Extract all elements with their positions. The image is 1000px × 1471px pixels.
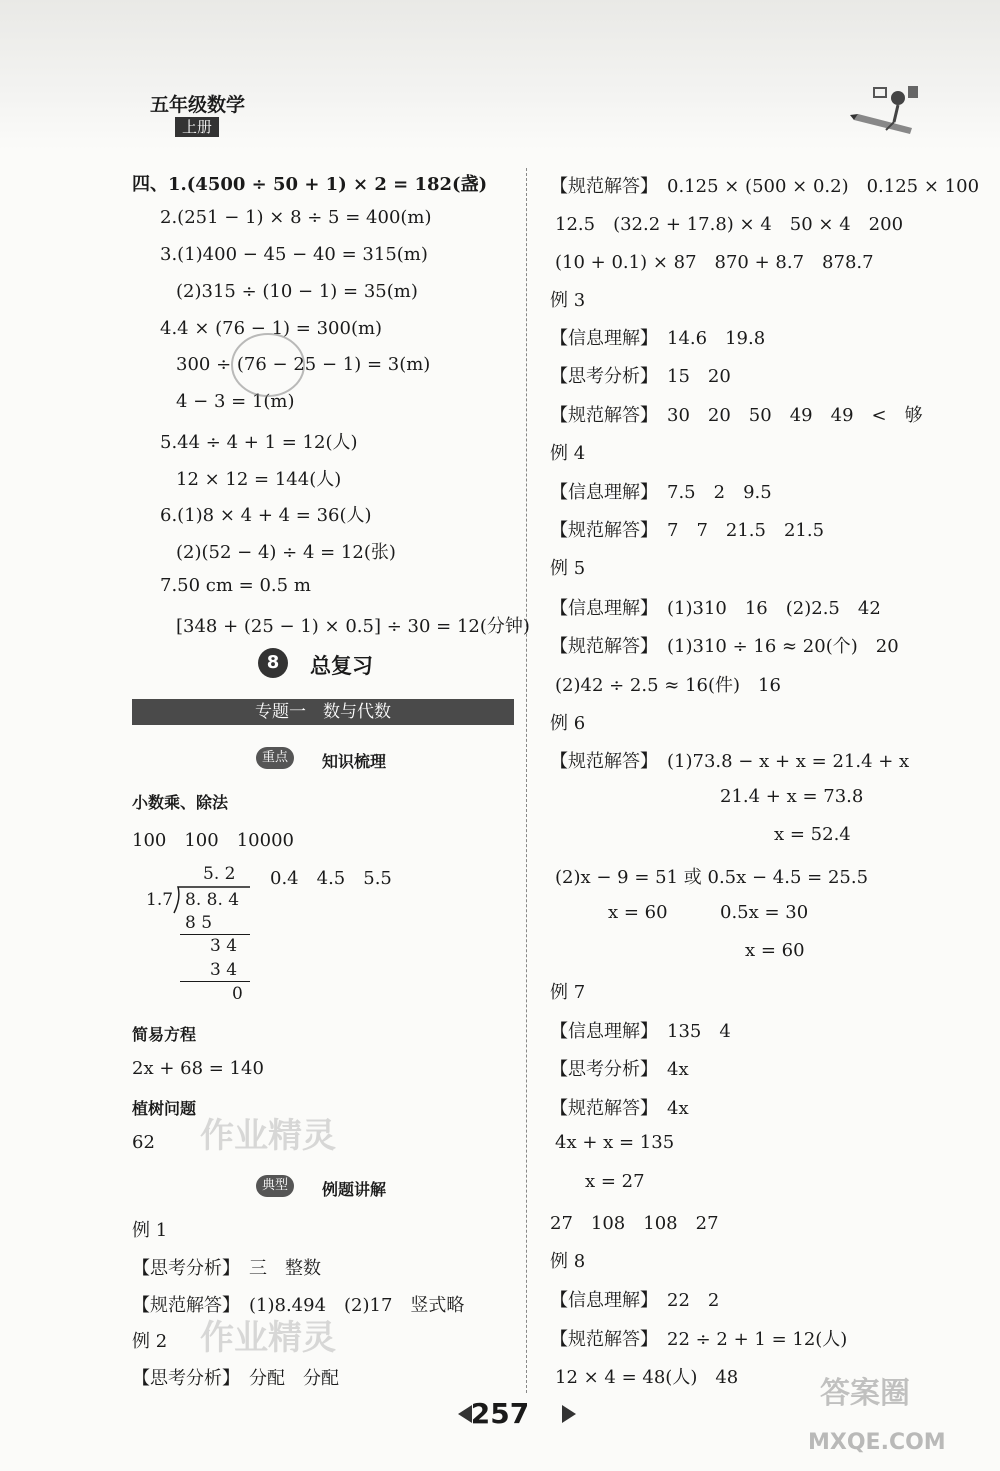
typical-badge: 典型 <box>256 1175 294 1197</box>
answer-line: 【信息理解】 14.6 19.8 <box>550 328 766 349</box>
answer-line: 【规范解答】 0.125 × (500 × 0.2) 0.125 × 100 <box>550 176 980 197</box>
answer-line: 12 × 12 = 144(人) <box>176 469 342 490</box>
answer-line: 【规范解答】 (1)73.8 − x + x = 21.4 + x <box>550 751 910 772</box>
example-label: 例 2 <box>132 1331 168 1352</box>
answer-line: 12 × 4 = 48(人) 48 <box>555 1367 739 1388</box>
answer-line: 4x + x = 135 <box>555 1132 675 1153</box>
answer-line: 【信息理解】 135 4 <box>550 1021 731 1042</box>
section-heading: 知识梳理 <box>322 752 387 771</box>
example-label: 例 6 <box>550 713 586 734</box>
section-heading: 例题讲解 <box>322 1180 387 1199</box>
column-divider <box>526 168 527 1393</box>
answer-line: 2.(251 − 1) × 8 ÷ 5 = 400(m) <box>160 207 432 228</box>
answer-line: 0.5x = 30 <box>720 902 809 923</box>
answer-line: 【规范解答】 (1)8.494 (2)17 竖式略 <box>132 1295 465 1316</box>
next-page-arrow-icon <box>562 1405 576 1423</box>
division-rule <box>180 934 250 935</box>
answer-line: 【思考分析】 分配 分配 <box>132 1368 339 1389</box>
topic-heading: 简易方程 <box>132 1025 197 1044</box>
division-step: 8 5 <box>185 913 213 933</box>
answer-line: 【规范解答】 4x <box>550 1098 689 1119</box>
answer-line: 【规范解答】 (1)310 ÷ 16 ≈ 20(个) 20 <box>550 636 899 657</box>
grade-title: 五年级数学 <box>150 94 246 116</box>
answer-line: 【信息理解】 22 2 <box>550 1290 720 1311</box>
answer-line: 【规范解答】 30 20 50 49 49 < 够 <box>550 405 923 426</box>
answer-line: 【信息理解】 (1)310 16 (2)2.5 42 <box>550 598 881 619</box>
example-label: 例 1 <box>132 1220 168 1241</box>
answer-line: 21.4 + x = 73.8 <box>720 786 864 807</box>
answer-line: 100 100 10000 <box>132 830 294 851</box>
example-label: 例 3 <box>550 290 586 311</box>
answer-line: [348 + (25 − 1) × 0.5] ÷ 30 = 12(分钟) <box>176 616 530 637</box>
answer-line: x = 52.4 <box>774 824 851 845</box>
answer-line: (2)(52 − 4) ÷ 4 = 12(张) <box>176 542 396 563</box>
corner-watermark: 答案圈 <box>820 1376 910 1411</box>
topic-heading: 植树问题 <box>132 1099 197 1118</box>
answer-line: 62 <box>132 1132 155 1153</box>
chapter-number: 8 <box>258 648 288 678</box>
example-label: 例 4 <box>550 443 586 464</box>
example-label: 例 8 <box>550 1251 586 1272</box>
answer-line: x = 27 <box>585 1171 645 1192</box>
answer-line: 0.4 4.5 5.5 <box>270 868 392 889</box>
watermark-text: 作业精灵 <box>200 1318 336 1358</box>
answer-line: 【思考分析】 15 20 <box>550 366 731 387</box>
answer-line: (2)42 ÷ 2.5 ≈ 16(件) 16 <box>555 675 781 696</box>
key-point-badge: 重点 <box>256 747 294 769</box>
answer-line: 【思考分析】 4x <box>550 1059 689 1080</box>
answer-line: 300 ÷ (76 − 25 − 1) = 3(m) <box>176 354 431 375</box>
stamp-seal <box>228 330 308 400</box>
division-quotient: 5. 2 <box>203 864 236 884</box>
answer-line: x = 60 <box>608 902 668 923</box>
answer-line: 7.50 cm = 0.5 m <box>160 575 311 596</box>
answer-line: 【信息理解】 7.5 2 9.5 <box>550 482 772 503</box>
answer-line: (2)x − 9 = 51 或 0.5x − 4.5 = 25.5 <box>555 867 869 888</box>
example-label: 例 7 <box>550 982 586 1003</box>
answer-line: 6.(1)8 × 4 + 4 = 36(人) <box>160 505 372 526</box>
pencil-child-icon <box>850 82 930 144</box>
example-label: 例 5 <box>550 558 586 579</box>
answer-line: 27 108 108 27 <box>550 1213 719 1234</box>
answer-line: (2)315 ÷ (10 − 1) = 35(m) <box>176 281 418 302</box>
page-number: 257 <box>470 1397 530 1430</box>
division-divisor: 1.7 <box>146 890 174 910</box>
watermark-text: 作业精灵 <box>200 1116 336 1156</box>
division-step: 3 4 <box>210 960 238 980</box>
answer-line: 四、1.(4500 ÷ 50 + 1) × 2 = 182(盏) <box>132 174 488 195</box>
topic-heading: 小数乘、除法 <box>132 793 229 812</box>
answer-line: 4.4 × (76 − 1) = 300(m) <box>160 318 383 339</box>
answer-line: 【规范解答】 22 ÷ 2 + 1 = 12(人) <box>550 1329 848 1350</box>
division-rule <box>180 981 250 982</box>
answer-line: 2x + 68 = 140 <box>132 1058 264 1079</box>
answer-line: x = 60 <box>745 940 805 961</box>
answer-line: 【思考分析】 三 整数 <box>132 1258 321 1279</box>
topic-bar: 专题一 数与代数 <box>132 699 514 725</box>
division-dividend: 8. 8. 4 <box>185 890 240 910</box>
volume-badge: 上册 <box>175 117 219 137</box>
answer-line: 3.(1)400 − 45 − 40 = 315(m) <box>160 244 428 265</box>
answer-line: 【规范解答】 7 7 21.5 21.5 <box>550 520 825 541</box>
answer-line: 5.44 ÷ 4 + 1 = 12(人) <box>160 432 358 453</box>
answer-line: 12.5 (32.2 + 17.8) × 4 50 × 4 200 <box>555 214 904 235</box>
division-remainder: 0 <box>232 984 243 1004</box>
corner-watermark-url: MXQE.COM <box>808 1430 946 1455</box>
chapter-title: 总复习 <box>310 654 373 678</box>
answer-line: (10 + 0.1) × 87 870 + 8.7 878.7 <box>555 252 874 273</box>
division-step: 3 4 <box>210 936 238 956</box>
answer-line: 4 − 3 = 1(m) <box>176 391 295 412</box>
